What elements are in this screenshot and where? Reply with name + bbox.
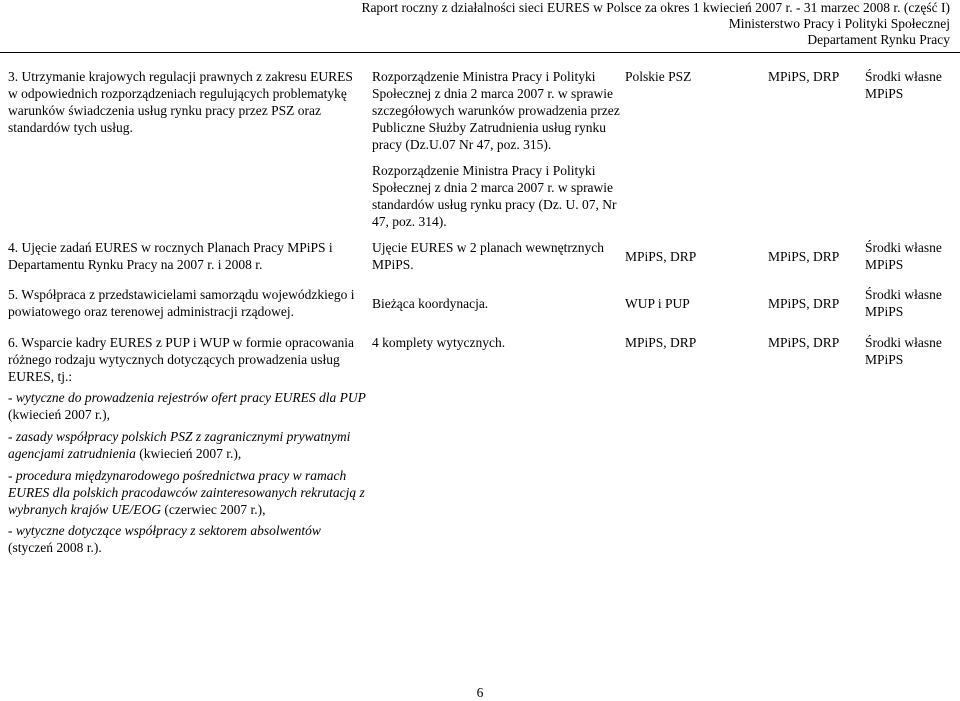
row4-result: Ujęcie EURES w 2 planach wewnętrznych MPiPS. [372,240,605,272]
row3-result-a: Rozporządzenie Ministra Pracy i Polityki Społecznej z dnia 2 marca 2007 r. w sprawie szczegółowych warunków prowadzenia przez Publiczne Służby Zatrudnienia usług rynku pracy (Dz.U.07 Nr 47, poz. 315). [372,69,620,152]
guideline-text: - procedura międzynarodowego pośrednictwa pracy w ramach EURES dla polskich pracodawców zainteresowanych rekrutacją z wybranych krajów UE/EOG [8,468,365,517]
row6-funding: Środki własne MPiPS [865,335,942,367]
row3-coordinator: MPiPS, DRP [768,69,840,84]
row6-guideline-1 [8,389,366,423]
header-department: Departament Rynku Pracy [807,32,950,47]
guideline-date: (styczeń 2008 r.). [8,540,102,555]
row3-task: 3. Utrzymanie krajowych regulacji prawnych z zakresu EURES w odpowiednich rozporządzeniach regulujących problematykę warunków świadczenia usług rynku pracy przez PSZ oraz standardów tych usług. [8,69,353,135]
header-title: Raport roczny z działalności sieci EURES w Polsce za okres 1 kwiecień 2007 r. - 31 marzec 2008 r. (część I) [361,0,950,15]
row5-executor: WUP i PUP [625,296,690,311]
guideline-date: (kwiecień 2007 r.), [8,407,110,422]
row6-result: 4 komplety wytycznych. [372,335,506,350]
row6-executor: MPiPS, DRP [625,335,697,350]
row6-guideline-4 [8,522,366,556]
row3-result-b: Rozporządzenie Ministra Pracy i Polityki Społecznej z dnia 2 marca 2007 r. w sprawie standardów usług rynku pracy (Dz. U. 07, Nr 47, poz. 314). [372,163,617,229]
header-rule [0,52,960,53]
guideline-text: - wytyczne dotyczące współpracy z sektorem absolwentów [8,523,321,538]
header-ministry: Ministerstwo Pracy i Polityki Społecznej [728,16,950,31]
row5-task: 5. Współpraca z przedstawicielami samorządu wojewódzkiego i powiatowego oraz terenowej administracji rządowej. [8,287,355,319]
page-number: 6 [476,685,484,700]
guideline-text: - wytyczne do prowadzenia rejestrów ofert pracy EURES dla PUP [8,390,366,405]
row6-guideline-3 [8,467,366,518]
guideline-text: - zasady współpracy polskich PSZ z zagranicznymi prywatnymi agencjami zatrudnienia [8,429,351,461]
guideline-date: (kwiecień 2007 r.), [139,446,242,461]
row5-result: Bieżąca koordynacja. [372,296,489,311]
row6-guideline-2 [8,428,366,462]
row4-coordinator: MPiPS, DRP [768,249,840,264]
row6-coordinator: MPiPS, DRP [768,335,840,350]
row5-funding: Środki własne MPiPS [865,287,942,319]
row6-task: 6. Wsparcie kadry EURES z PUP i WUP w formie opracowania różnego rodzaju wytycznych dotyczących prowadzenia usług EURES, tj.: [8,335,355,384]
row4-executor: MPiPS, DRP [625,249,697,264]
row3-executor: Polskie PSZ [625,69,692,84]
row5-coordinator: MPiPS, DRP [768,296,840,311]
row4-task: 4. Ujęcie zadań EURES w rocznych Planach Pracy MPiPS i Departamentu Rynku Pracy na 2007 r. i 2008 r. [8,240,333,272]
guideline-date: (czerwiec 2007 r.), [164,502,266,517]
row4-funding: Środki własne MPiPS [865,240,942,272]
report-header [361,0,950,48]
row3-funding: Środki własne MPiPS [865,69,942,101]
